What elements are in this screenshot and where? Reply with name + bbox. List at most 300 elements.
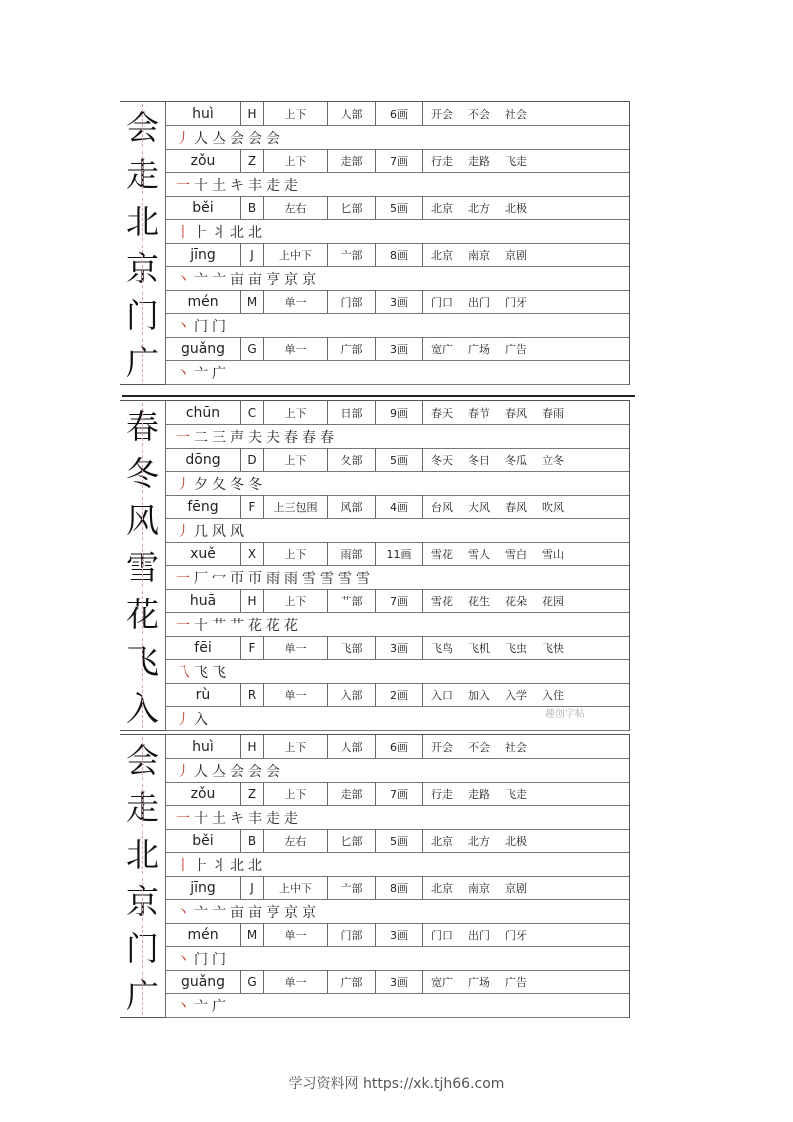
hanzi-character: 风 (120, 495, 165, 542)
example-word: 飞走 (505, 787, 527, 801)
stroke-step: 风 (230, 523, 248, 540)
char-info-line (165, 448, 629, 472)
stroke-step: 春 (284, 429, 302, 446)
pinyin: fēng (166, 495, 241, 518)
stroke-step: 丿 (176, 130, 194, 147)
watermark-label: 趣创字帖 (545, 709, 585, 720)
stroke-order-line (165, 173, 629, 197)
radical: 日部 (328, 401, 376, 424)
initial-letter: R (241, 683, 264, 706)
initial-letter: J (241, 243, 264, 266)
stroke-count: 5画 (376, 448, 423, 471)
hanzi-character: 会 (120, 735, 165, 782)
hanzi-character: 门 (120, 923, 165, 970)
stroke-step: 会 (266, 130, 284, 147)
example-word: 飞快 (542, 641, 564, 655)
initial-letter: B (241, 196, 264, 219)
stroke-count: 3画 (376, 337, 423, 360)
stroke-count: 3画 (376, 636, 423, 659)
example-word: 门牙 (505, 295, 527, 309)
stroke-step: 春 (302, 429, 320, 446)
stroke-order-line (165, 759, 629, 783)
word-list (423, 735, 629, 758)
pinyin: zǒu (166, 149, 241, 172)
word-list (423, 829, 629, 852)
example-word: 开会 (431, 107, 453, 121)
word-list (423, 495, 629, 518)
pinyin: chūn (166, 401, 241, 424)
stroke-count: 8画 (376, 243, 423, 266)
pinyin: guǎng (166, 337, 241, 360)
word-list (423, 876, 629, 899)
structure: 左右 (264, 829, 328, 852)
radical: 人部 (328, 735, 376, 758)
char-row (120, 290, 629, 337)
char-row (120, 196, 629, 243)
char-row (120, 149, 629, 196)
stroke-step: ⺊ (194, 224, 212, 241)
stroke-step: 土 (212, 810, 230, 827)
example-word: 宽广 (431, 975, 453, 989)
hanzi-character: 广 (120, 970, 165, 1017)
stroke-step: 雪 (320, 570, 338, 587)
char-info-line (165, 102, 629, 126)
pinyin: zǒu (166, 782, 241, 805)
footer-source-text: 学习资料网 https://xk.tjh66.com (288, 1076, 505, 1092)
char-info-line (165, 683, 629, 707)
stroke-step: 冬 (248, 476, 266, 493)
example-word: 北极 (505, 201, 527, 215)
hanzi-character: 花 (120, 589, 165, 636)
example-word: 门牙 (505, 928, 527, 942)
example-word: 飞走 (505, 154, 527, 168)
pinyin: mén (166, 923, 241, 946)
word-list (423, 448, 629, 471)
example-word: 雪花 (431, 594, 453, 608)
structure: 上下 (264, 102, 328, 125)
stroke-step: 丿 (176, 523, 194, 540)
stroke-step: 帀 (248, 570, 266, 587)
example-word: 南京 (468, 248, 490, 262)
word-list (423, 196, 629, 219)
char-table-2 (120, 400, 630, 731)
radical: 匕部 (328, 829, 376, 852)
stroke-order-line (165, 361, 629, 385)
stroke-step: 夕 (194, 476, 212, 493)
stroke-step: 花 (284, 617, 302, 634)
char-row (120, 782, 629, 829)
stroke-step: 丶 (176, 365, 194, 382)
radical: 匕部 (328, 196, 376, 219)
hanzi-character: 京 (120, 243, 165, 290)
stroke-step: 亠 (194, 998, 212, 1015)
stroke-step: 三 (212, 429, 230, 446)
stroke-step: 亩 (230, 271, 248, 288)
example-word: 花生 (468, 594, 490, 608)
stroke-count: 7画 (376, 149, 423, 172)
example-word: 门口 (431, 295, 453, 309)
example-word: 飞鸟 (431, 641, 453, 655)
stroke-step: 走 (266, 810, 284, 827)
pinyin: jīng (166, 243, 241, 266)
example-word: 吹风 (542, 500, 564, 514)
radical: 入部 (328, 683, 376, 706)
example-word: 北京 (431, 248, 453, 262)
char-row (120, 542, 629, 589)
example-word: 广场 (468, 342, 490, 356)
initial-letter: H (241, 589, 264, 612)
example-word: 加入 (468, 688, 490, 702)
stroke-count: 8画 (376, 876, 423, 899)
initial-letter: H (241, 102, 264, 125)
initial-letter: F (241, 636, 264, 659)
word-list (423, 636, 629, 659)
stroke-count: 9画 (376, 401, 423, 424)
example-word: 飞机 (468, 641, 490, 655)
stroke-order-line (165, 900, 629, 924)
stroke-order-line (165, 126, 629, 150)
initial-letter: G (241, 337, 264, 360)
stroke-step: 土 (212, 177, 230, 194)
example-word: 春风 (505, 406, 527, 420)
stroke-step: 丰 (248, 177, 266, 194)
stroke-step: 一 (176, 177, 194, 194)
stroke-step: 丶 (176, 904, 194, 921)
stroke-step: 丿 (176, 476, 194, 493)
structure: 单一 (264, 290, 328, 313)
structure: 上下 (264, 782, 328, 805)
stroke-step: 人 (194, 763, 212, 780)
example-word: 宽广 (431, 342, 453, 356)
initial-letter: D (241, 448, 264, 471)
stroke-step: 几 (194, 523, 212, 540)
stroke-count: 5画 (376, 196, 423, 219)
stroke-step: 丿 (176, 711, 194, 728)
pinyin: mén (166, 290, 241, 313)
stroke-step: 冖 (212, 570, 230, 587)
initial-letter: Z (241, 149, 264, 172)
pinyin: xuě (166, 542, 241, 565)
pinyin: huā (166, 589, 241, 612)
stroke-count: 3画 (376, 923, 423, 946)
hanzi-character: 会 (120, 102, 165, 149)
pinyin: huì (166, 102, 241, 125)
radical: 广部 (328, 970, 376, 993)
example-word: 春雨 (542, 406, 564, 420)
example-word: 广告 (505, 342, 527, 356)
stroke-step: 会 (230, 130, 248, 147)
pinyin: huì (166, 735, 241, 758)
hanzi-character: 广 (120, 337, 165, 384)
stroke-step: 会 (248, 763, 266, 780)
stroke-order-line (165, 613, 629, 637)
initial-letter: F (241, 495, 264, 518)
stroke-step: 十 (194, 617, 212, 634)
stroke-count: 2画 (376, 683, 423, 706)
stroke-count: 4画 (376, 495, 423, 518)
word-list (423, 401, 629, 424)
char-row (120, 735, 629, 782)
example-word: 行走 (431, 154, 453, 168)
stroke-step: 亨 (266, 904, 284, 921)
stroke-order-line (165, 267, 629, 291)
example-word: 京剧 (505, 881, 527, 895)
stroke-step: キ (230, 177, 248, 194)
char-row (120, 923, 629, 970)
example-word: 走路 (468, 154, 490, 168)
stroke-step: 夂 (212, 476, 230, 493)
example-word: 社会 (505, 107, 527, 121)
char-info-line (165, 401, 629, 425)
initial-letter: H (241, 735, 264, 758)
char-info-line (165, 290, 629, 314)
stroke-order-line (165, 472, 629, 496)
stroke-step: 亩 (248, 904, 266, 921)
stroke-step: 会 (266, 763, 284, 780)
stroke-step: 门 (194, 951, 212, 968)
stroke-step: 北 (230, 857, 248, 874)
stroke-step: 二 (194, 429, 212, 446)
stroke-step: 亠 (212, 271, 230, 288)
stroke-step: 走 (284, 810, 302, 827)
stroke-step: 丿 (176, 763, 194, 780)
radical: 雨部 (328, 542, 376, 565)
stroke-step: 广 (212, 998, 230, 1015)
hanzi-character: 北 (120, 829, 165, 876)
stroke-step: 冬 (230, 476, 248, 493)
stroke-step: 十 (194, 177, 212, 194)
stroke-count: 6画 (376, 102, 423, 125)
stroke-step: 花 (248, 617, 266, 634)
structure: 上中下 (264, 876, 328, 899)
example-word: 花朵 (505, 594, 527, 608)
stroke-step: 广 (212, 365, 230, 382)
word-list (423, 290, 629, 313)
example-word: 雪人 (468, 547, 490, 561)
example-word: 立冬 (542, 453, 564, 467)
initial-letter: C (241, 401, 264, 424)
stroke-step: 一 (176, 810, 194, 827)
stroke-order-line (165, 220, 629, 244)
stroke-step: 京 (302, 271, 320, 288)
stroke-step: 雨 (284, 570, 302, 587)
initial-letter: Z (241, 782, 264, 805)
example-word: 入住 (542, 688, 564, 702)
radical: 风部 (328, 495, 376, 518)
char-info-line (165, 782, 629, 806)
structure: 上下 (264, 149, 328, 172)
hanzi-character: 入 (120, 683, 165, 730)
structure: 上中下 (264, 243, 328, 266)
initial-letter: M (241, 923, 264, 946)
example-word: 北京 (431, 201, 453, 215)
section-divider (122, 395, 635, 397)
stroke-step: 丬 (212, 224, 230, 241)
structure: 左右 (264, 196, 328, 219)
pinyin: fēi (166, 636, 241, 659)
example-word: 春天 (431, 406, 453, 420)
radical: 门部 (328, 290, 376, 313)
char-info-line (165, 337, 629, 361)
stroke-step: 声 (230, 429, 248, 446)
example-word: 不会 (468, 107, 490, 121)
stroke-step: 北 (230, 224, 248, 241)
stroke-step: 丶 (176, 951, 194, 968)
structure: 上三包围 (264, 495, 328, 518)
hanzi-character: 走 (120, 782, 165, 829)
example-word: 北方 (468, 834, 490, 848)
hanzi-character: 雪 (120, 542, 165, 589)
radical: 艹部 (328, 589, 376, 612)
stroke-step: 门 (194, 318, 212, 335)
stroke-step: 京 (302, 904, 320, 921)
example-word: 走路 (468, 787, 490, 801)
radical: 飞部 (328, 636, 376, 659)
stroke-step: 会 (248, 130, 266, 147)
example-word: 春节 (468, 406, 490, 420)
stroke-count: 3画 (376, 970, 423, 993)
stroke-step: 走 (266, 177, 284, 194)
stroke-order-line (165, 947, 629, 971)
structure: 上下 (264, 401, 328, 424)
initial-letter: M (241, 290, 264, 313)
char-info-line (165, 589, 629, 613)
char-row (120, 495, 629, 542)
radical: 门部 (328, 923, 376, 946)
char-row (120, 448, 629, 495)
stroke-order-line (165, 994, 629, 1018)
stroke-step: 入 (194, 711, 212, 728)
radical: 亠部 (328, 243, 376, 266)
word-list (423, 542, 629, 565)
stroke-step: 门 (212, 951, 230, 968)
stroke-step: ⺊ (194, 857, 212, 874)
stroke-step: 艹 (212, 617, 230, 634)
char-info-line (165, 735, 629, 759)
structure: 上下 (264, 448, 328, 471)
stroke-order-line (165, 425, 629, 449)
hanzi-character: 门 (120, 290, 165, 337)
radical: 人部 (328, 102, 376, 125)
stroke-step: 亼 (212, 763, 230, 780)
pinyin: jīng (166, 876, 241, 899)
example-word: 社会 (505, 740, 527, 754)
char-info-line (165, 149, 629, 173)
char-row (120, 243, 629, 290)
example-word: 入口 (431, 688, 453, 702)
stroke-order-line (165, 853, 629, 877)
stroke-count: 3画 (376, 290, 423, 313)
stroke-count: 7画 (376, 589, 423, 612)
example-word: 入学 (505, 688, 527, 702)
stroke-step: 会 (230, 763, 248, 780)
example-word: 北京 (431, 881, 453, 895)
structure: 单一 (264, 970, 328, 993)
char-table-1 (120, 101, 630, 385)
example-word: 出门 (468, 928, 490, 942)
char-info-line (165, 636, 629, 660)
hanzi-character: 春 (120, 401, 165, 448)
hanzi-character: 北 (120, 196, 165, 243)
stroke-step: 夫 (248, 429, 266, 446)
pinyin: běi (166, 829, 241, 852)
stroke-step: 走 (284, 177, 302, 194)
stroke-step: 京 (284, 904, 302, 921)
stroke-step: 北 (248, 857, 266, 874)
stroke-step: 京 (284, 271, 302, 288)
structure: 单一 (264, 337, 328, 360)
char-info-line (165, 196, 629, 220)
example-word: 不会 (468, 740, 490, 754)
example-word: 花园 (542, 594, 564, 608)
hanzi-character: 京 (120, 876, 165, 923)
stroke-step: 雪 (302, 570, 320, 587)
pinyin: běi (166, 196, 241, 219)
stroke-step: 雨 (266, 570, 284, 587)
initial-letter: G (241, 970, 264, 993)
word-list (423, 102, 629, 125)
stroke-step: 艹 (230, 617, 248, 634)
char-info-line (165, 829, 629, 853)
stroke-step: 一 (176, 570, 194, 587)
example-word: 京剧 (505, 248, 527, 262)
stroke-step: 帀 (230, 570, 248, 587)
stroke-step: 厂 (194, 570, 212, 587)
stroke-count: 6画 (376, 735, 423, 758)
stroke-step: 乁 (176, 664, 194, 681)
char-info-line (165, 495, 629, 519)
pinyin: dōng (166, 448, 241, 471)
stroke-order-line (165, 806, 629, 830)
stroke-step: 花 (266, 617, 284, 634)
example-word: 北方 (468, 201, 490, 215)
structure: 上下 (264, 735, 328, 758)
example-word: 南京 (468, 881, 490, 895)
example-word: 门口 (431, 928, 453, 942)
char-row (120, 876, 629, 923)
stroke-step: 亨 (266, 271, 284, 288)
word-list (423, 923, 629, 946)
stroke-order-line (165, 660, 629, 684)
example-word: 广告 (505, 975, 527, 989)
stroke-step: 北 (248, 224, 266, 241)
example-word: 春风 (505, 500, 527, 514)
word-list (423, 782, 629, 805)
example-word: 冬瓜 (505, 453, 527, 467)
char-info-line (165, 876, 629, 900)
stroke-step: 丶 (176, 271, 194, 288)
stroke-step: 门 (212, 318, 230, 335)
structure: 单一 (264, 683, 328, 706)
initial-letter: X (241, 542, 264, 565)
word-list (423, 683, 629, 706)
word-list (423, 337, 629, 360)
stroke-step: 亩 (230, 904, 248, 921)
radical: 走部 (328, 782, 376, 805)
char-row (120, 102, 629, 149)
stroke-step: 亠 (194, 365, 212, 382)
char-info-line (165, 542, 629, 566)
stroke-count: 7画 (376, 782, 423, 805)
char-row (120, 829, 629, 876)
stroke-step: 丨 (176, 857, 194, 874)
char-row (120, 337, 629, 384)
word-list (423, 970, 629, 993)
structure: 单一 (264, 636, 328, 659)
structure: 上下 (264, 589, 328, 612)
structure: 单一 (264, 923, 328, 946)
char-info-line (165, 923, 629, 947)
